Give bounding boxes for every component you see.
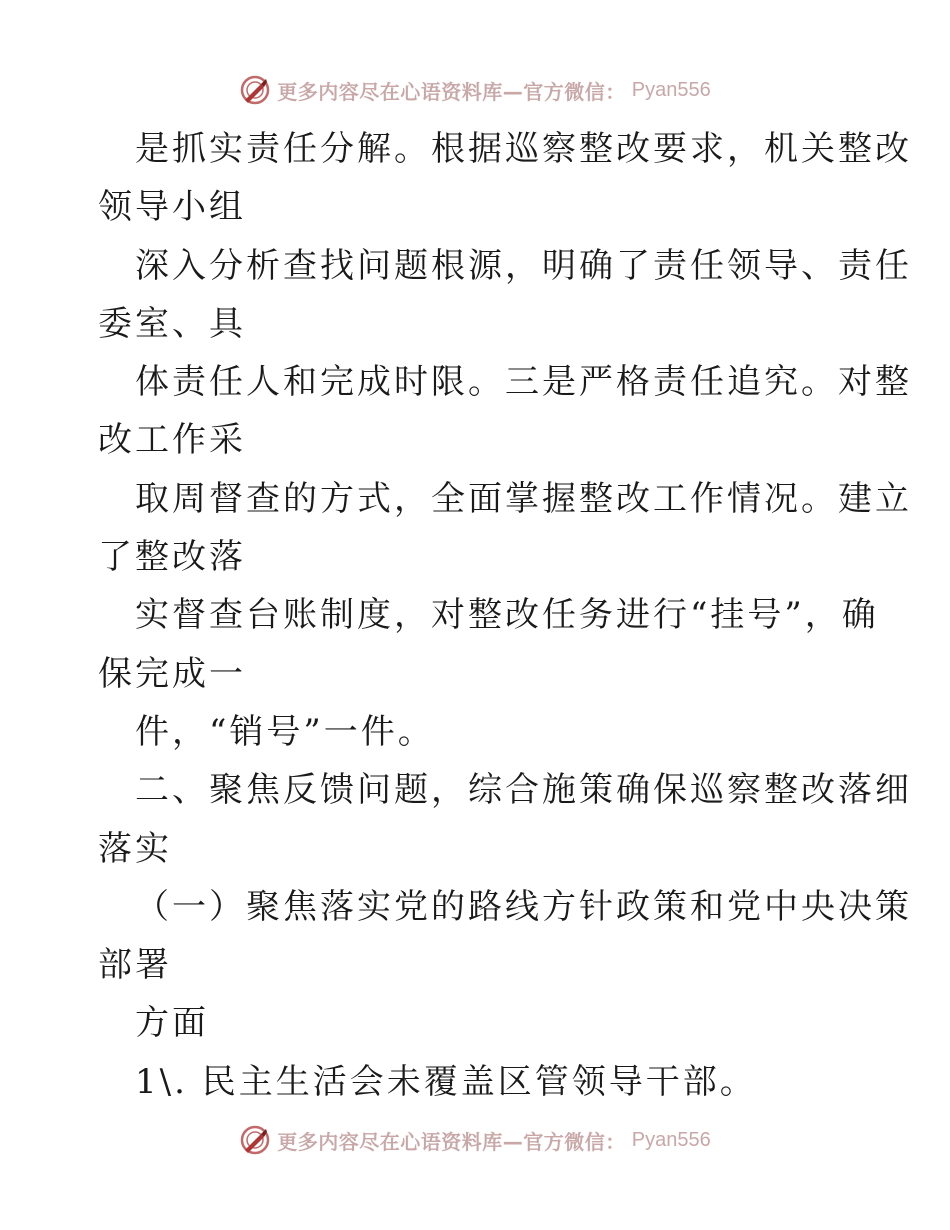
watermark-text: 更多内容尽在心语资料库—官方微信：	[277, 1129, 626, 1154]
text-line: （一）聚焦落实党的路线方针政策和党中央决策	[135, 886, 912, 927]
watermark-text: 更多内容尽在心语资料库—官方微信：	[277, 79, 626, 104]
text-line: 方面	[135, 1003, 209, 1044]
text-line: 保完成一	[98, 653, 246, 694]
text-line: 1\. 民主生活会未覆盖区管领导干部。	[135, 1061, 757, 1102]
text-line: 改工作采	[98, 420, 246, 461]
pen-logo-icon	[239, 1124, 271, 1156]
text-line: 部署	[98, 945, 172, 986]
text-line: 体责任人和完成时限。三是严格责任追究。对整	[135, 362, 912, 403]
text-line: 委室、具	[98, 303, 246, 344]
text-line: 二、聚焦反馈问题，综合施策确保巡察整改落细	[135, 770, 912, 811]
pen-logo-icon	[239, 74, 271, 106]
text-line: 落实	[98, 828, 172, 869]
text-line: 深入分析查找问题根源，明确了责任领导、责任	[135, 245, 912, 286]
document-body	[98, 120, 912, 1111]
text-line: 实督查台账制度，对整改任务进行“挂号”，确	[135, 595, 879, 636]
text-line: 是抓实责任分解。根据巡察整改要求，机关整改	[135, 129, 912, 169]
text-line: 领导小组	[98, 187, 246, 228]
footer-watermark	[0, 1120, 950, 1160]
watermark-handle: Pyan556	[631, 1128, 711, 1151]
text-line: 件，“销号”一件。	[135, 711, 435, 752]
watermark-handle: Pyan556	[631, 78, 711, 101]
text-line: 取周督查的方式，全面掌握整改工作情况。建立	[135, 478, 912, 519]
header-watermark	[0, 70, 950, 110]
text-line: 了整改落	[98, 537, 246, 578]
